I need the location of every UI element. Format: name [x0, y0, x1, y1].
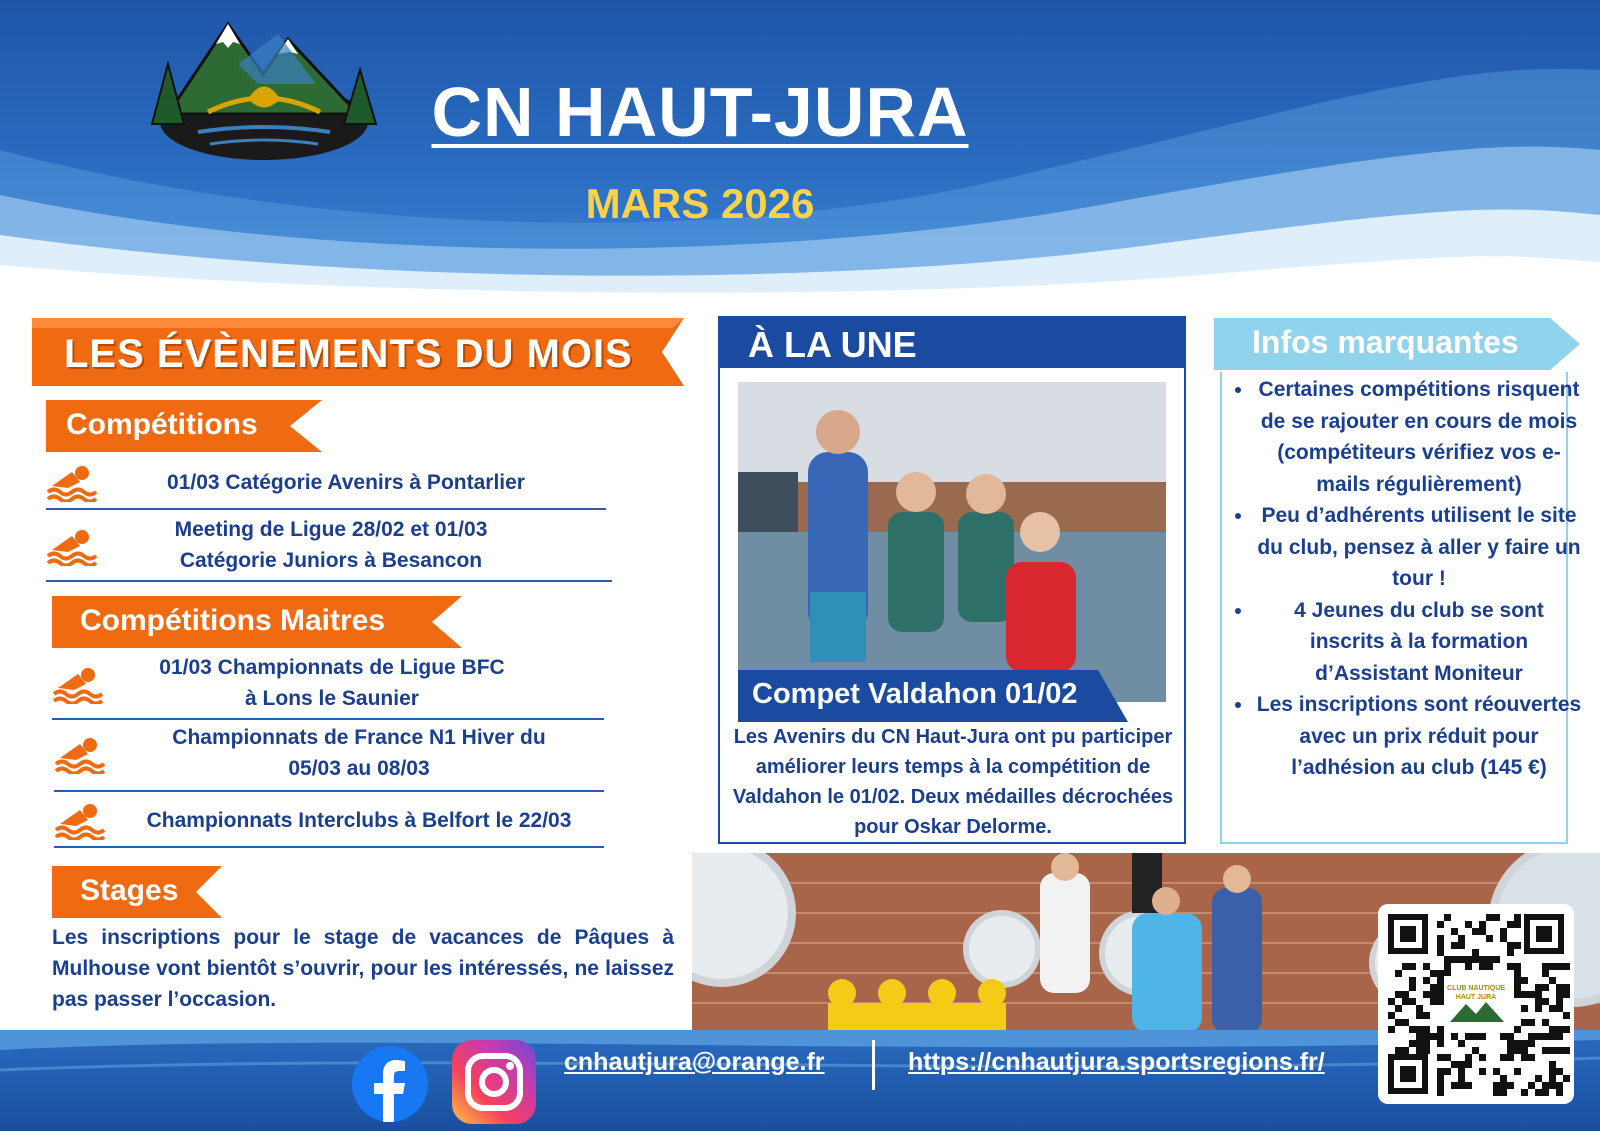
qr-module [1416, 1012, 1423, 1019]
qr-module [1507, 949, 1514, 956]
qr-module [1528, 1040, 1535, 1047]
qr-module [1521, 1089, 1528, 1096]
footer-bar [0, 1030, 1600, 1131]
qr-module [1472, 956, 1479, 963]
qr-module [1556, 991, 1563, 998]
qr-module [1423, 1040, 1430, 1047]
event-text [114, 722, 604, 784]
qr-module [1542, 970, 1549, 977]
qr-module [1437, 970, 1444, 977]
event-line-1: Championnats de France N1 Hiver du [172, 726, 546, 749]
qr-module [1549, 1047, 1556, 1054]
qr-module [1563, 1075, 1570, 1082]
event-text: 01/03 Catégorie Avenirs à Pontarlier [167, 471, 525, 494]
qr-module [1507, 1033, 1514, 1040]
qr-module [1563, 963, 1570, 970]
qr-module [1472, 928, 1479, 935]
qr-module [1472, 1033, 1479, 1040]
qr-module [1556, 1047, 1563, 1054]
qr-module [1423, 991, 1430, 998]
qr-module [1500, 1082, 1507, 1089]
qr-module [1563, 991, 1570, 998]
event-text [106, 514, 556, 576]
qr-module [1549, 977, 1556, 984]
qr-module [1437, 1075, 1444, 1082]
qr-module [1521, 1054, 1528, 1061]
qr-module [1521, 1047, 1528, 1054]
qr-module [1416, 1026, 1423, 1033]
qr-module [1556, 963, 1563, 970]
qr-module [1402, 1047, 1409, 1054]
qr-module [1514, 991, 1521, 998]
qr-module [1444, 1054, 1451, 1061]
swimmer-icon [52, 666, 104, 709]
masters-label: Compétitions Maitres [80, 604, 386, 637]
qr-module [1528, 1054, 1535, 1061]
qr-module [1395, 970, 1402, 977]
qr-module [1514, 1040, 1521, 1047]
infos-header [1214, 318, 1580, 370]
qr-module [1472, 949, 1479, 956]
swimmer-icon [54, 802, 106, 845]
qr-module [1423, 1033, 1430, 1040]
qr-module [1465, 921, 1472, 928]
qr-module [1542, 998, 1549, 1005]
qr-module [1409, 998, 1416, 1005]
qr-module [1458, 1068, 1465, 1075]
qr-module [1500, 1033, 1507, 1040]
qr-module [1479, 956, 1486, 963]
qr-module [1395, 1019, 1402, 1026]
qr-module [1514, 977, 1521, 984]
qr-module [1528, 1019, 1535, 1026]
qr-code[interactable] [1378, 904, 1574, 1104]
qr-module [1493, 914, 1500, 921]
une-heading: À LA UNE [748, 324, 917, 365]
qr-module [1388, 1026, 1395, 1033]
team-photo [738, 382, 1166, 702]
qr-module [1535, 1005, 1542, 1012]
qr-module [1416, 1033, 1423, 1040]
qr-module [1542, 1089, 1549, 1096]
qr-module [1409, 1040, 1416, 1047]
qr-module [1563, 1012, 1570, 1019]
qr-module [1458, 1061, 1465, 1068]
event-line-2: 05/03 au 08/03 [288, 757, 430, 780]
qr-module [1437, 1040, 1444, 1047]
qr-module [1416, 1040, 1423, 1047]
qr-module [1416, 1047, 1423, 1054]
event-row [54, 798, 604, 848]
une-text: Les Avenirs du CN Haut-Jura ont pu participer améliorer leurs temps à la compétition de Valdahon le 01/02. Deux médailles décrochées pour Oskar Delorme. [732, 726, 1174, 838]
qr-module [1549, 1033, 1556, 1040]
qr-module [1479, 921, 1486, 928]
qr-module [1535, 1075, 1542, 1082]
qr-module [1556, 1026, 1563, 1033]
qr-module [1451, 928, 1458, 935]
qr-module [1486, 956, 1493, 963]
qr-module [1535, 984, 1542, 991]
qr-module [1479, 1054, 1486, 1061]
qr-module [1514, 984, 1521, 991]
qr-module [1458, 1082, 1465, 1089]
qr-module [1500, 1089, 1507, 1096]
qr-module [1521, 977, 1528, 984]
qr-module [1423, 1047, 1430, 1054]
qr-module [1437, 949, 1444, 956]
info-item: • 4 Jeunes du club se sont inscrits à la formation d’Assistant Moniteur [1254, 595, 1584, 690]
swimmer-icon [46, 528, 98, 571]
qr-module [1556, 984, 1563, 991]
qr-module [1535, 991, 1542, 998]
qr-module [1409, 1026, 1416, 1033]
qr-module [1444, 956, 1451, 963]
qr-module [1402, 991, 1409, 998]
events-banner-title: LES ÉVÈNEMENTS DU MOIS [64, 332, 633, 376]
qr-module [1458, 1075, 1465, 1082]
qr-module [1402, 963, 1409, 970]
qr-module [1556, 1005, 1563, 1012]
une-header [718, 316, 1186, 368]
event-row [52, 652, 604, 720]
qr-module [1465, 1061, 1472, 1068]
qr-module [1514, 914, 1521, 921]
qr-module [1423, 977, 1430, 984]
qr-module [1521, 1005, 1528, 1012]
qr-module [1437, 977, 1444, 984]
qr-module [1430, 984, 1437, 991]
qr-module [1535, 1033, 1542, 1040]
month-subtitle: MARS 2026 [585, 180, 815, 227]
qr-module [1486, 914, 1493, 921]
qr-module [1528, 1082, 1535, 1089]
qr-module [1549, 1068, 1556, 1075]
swimmer-icon [46, 464, 98, 507]
qr-logo-line2: HAUT JURA [1455, 994, 1497, 1001]
qr-module [1465, 1033, 1472, 1040]
qr-module [1451, 956, 1458, 963]
stages-text: Les inscriptions pour le stage de vacances de Pâques à Mulhouse vont bientôt s’ouvrir, pour les intéressés, ne laissez pas passer l’occasion. [52, 926, 674, 1011]
masters-tab [52, 596, 462, 648]
qr-module [1395, 1005, 1402, 1012]
qr-module [1437, 984, 1444, 991]
qr-module [1479, 928, 1486, 935]
footer-divider [872, 1040, 875, 1090]
qr-module [1451, 942, 1458, 949]
qr-module [1409, 963, 1416, 970]
qr-module [1395, 1047, 1402, 1054]
qr-module [1500, 935, 1507, 942]
qr-module [1465, 1054, 1472, 1061]
qr-module [1430, 970, 1437, 977]
event-line-2: Catégorie Juniors à Besancon [179, 549, 483, 572]
qr-module [1437, 1054, 1444, 1061]
qr-module [1423, 1026, 1430, 1033]
qr-module [1500, 928, 1507, 935]
qr-module [1444, 914, 1451, 921]
event-text: Championnats Interclubs à Belfort le 22/03 [146, 809, 572, 832]
qr-module [1444, 1068, 1451, 1075]
event-row [46, 460, 606, 510]
qr-module [1423, 963, 1430, 970]
qr-module [1507, 1082, 1514, 1089]
qr-module [1465, 956, 1472, 963]
info-item: • Les inscriptions sont réouvertes avec un prix réduit pour l’adhésion au club (145 €) [1254, 689, 1584, 784]
qr-module [1486, 935, 1493, 942]
qr-module [1528, 991, 1535, 998]
qr-module [1521, 991, 1528, 998]
qr-module [1437, 998, 1444, 1005]
qr-module [1535, 998, 1542, 1005]
qr-module [1549, 1082, 1556, 1089]
qr-module [1556, 998, 1563, 1005]
qr-module [1500, 1054, 1507, 1061]
qr-module [1458, 942, 1465, 949]
qr-module [1465, 963, 1472, 970]
qr-module [1486, 963, 1493, 970]
qr-module [1437, 991, 1444, 998]
club-logo [138, 4, 390, 164]
qr-module [1563, 984, 1570, 991]
qr-module [1402, 1019, 1409, 1026]
qr-module [1535, 1089, 1542, 1096]
qr-module [1493, 956, 1500, 963]
qr-module [1507, 921, 1514, 928]
event-row [46, 514, 612, 582]
instagram-icon[interactable] [452, 1040, 536, 1124]
qr-module [1416, 1005, 1423, 1012]
qr-module [1472, 1047, 1479, 1054]
footer-wave-decoration [0, 1030, 1600, 1131]
qr-module [1528, 1033, 1535, 1040]
qr-module [1563, 1047, 1570, 1054]
qr-module [1549, 963, 1556, 970]
qr-module [1451, 1082, 1458, 1089]
qr-module [1514, 1026, 1521, 1033]
qr-module [1514, 942, 1521, 949]
qr-module [1479, 1068, 1486, 1075]
qr-module [1409, 977, 1416, 984]
qr-module [1514, 970, 1521, 977]
swimmer-icon [54, 736, 106, 779]
qr-module [1437, 935, 1444, 942]
infos-list [1230, 374, 1584, 784]
qr-module [1549, 1061, 1556, 1068]
qr-module [1444, 963, 1451, 970]
qr-module [1437, 1089, 1444, 1096]
qr-module [1458, 956, 1465, 963]
qr-logo-line1: CLUB NAUTIQUE [1447, 985, 1505, 992]
page-title: CN HAUT-JURA [431, 73, 969, 151]
qr-module [1542, 1047, 1549, 1054]
qr-module [1430, 991, 1437, 998]
qr-module [1458, 935, 1465, 942]
qr-module [1465, 1082, 1472, 1089]
qr-module [1521, 1040, 1528, 1047]
qr-module [1388, 998, 1395, 1005]
une-caption-text: Compet Valdahon 01/02 [752, 678, 1078, 710]
qr-module [1395, 991, 1402, 998]
infos-heading: Infos marquantes [1252, 324, 1519, 360]
qr-module [1507, 1054, 1514, 1061]
qr-module [1556, 1068, 1563, 1075]
qr-module [1507, 1040, 1514, 1047]
competitions-label: Compétitions [66, 408, 258, 441]
qr-module [1437, 1033, 1444, 1040]
qr-module [1514, 963, 1521, 970]
qr-module [1437, 942, 1444, 949]
qr-module [1542, 984, 1549, 991]
qr-module [1542, 963, 1549, 970]
qr-module [1500, 1075, 1507, 1082]
qr-module [1423, 1012, 1430, 1019]
qr-module [1458, 1040, 1465, 1047]
info-item: • Peu d’adhérents utilisent le site du club, pensez à aller y faire un tour ! [1254, 500, 1584, 595]
une-caption [738, 670, 1128, 722]
qr-module [1493, 1089, 1500, 1096]
info-item: • Certaines compétitions risquent de se rajouter en cours de mois (compétiteurs vérifiez vos e-mails régulièrement) [1254, 374, 1584, 500]
qr-module [1388, 1012, 1395, 1019]
qr-module [1542, 1033, 1549, 1040]
qr-module [1451, 1033, 1458, 1040]
event-row [54, 722, 604, 792]
stages-label: Stages [80, 874, 179, 907]
qr-module [1542, 1082, 1549, 1089]
event-line-1: Meeting de Ligue 28/02 et 01/03 [174, 518, 488, 541]
qr-module [1493, 1082, 1500, 1089]
qr-module [1479, 963, 1486, 970]
qr-module [1542, 1019, 1549, 1026]
qr-module [1479, 1033, 1486, 1040]
qr-module [1556, 1033, 1563, 1040]
qr-module [1402, 998, 1409, 1005]
qr-module [1556, 1082, 1563, 1089]
qr-module [1507, 942, 1514, 949]
qr-module [1549, 1026, 1556, 1033]
qr-module [1514, 921, 1521, 928]
qr-module [1521, 1019, 1528, 1026]
event-text [112, 652, 552, 714]
qr-module [1549, 1075, 1556, 1082]
qr-module [1430, 998, 1437, 1005]
qr-module [1514, 1047, 1521, 1054]
qr-module [1556, 1089, 1563, 1096]
event-line-2: à Lons le Saunier [245, 687, 419, 710]
qr-module [1563, 1026, 1570, 1033]
email-link[interactable]: cnhautjura@orange.fr [564, 1048, 825, 1076]
stages-tab [52, 866, 222, 918]
website-link[interactable]: https://cnhautjura.sportsregions.fr/ [908, 1048, 1325, 1076]
qr-module [1430, 1033, 1437, 1040]
qr-module [1493, 1068, 1500, 1075]
facebook-icon[interactable] [352, 1046, 428, 1122]
qr-module [1507, 1047, 1514, 1054]
qr-module [1549, 1005, 1556, 1012]
qr-module [1514, 1068, 1521, 1075]
qr-module [1437, 1026, 1444, 1033]
qr-module [1451, 1061, 1458, 1068]
qr-module [1437, 921, 1444, 928]
qr-module [1437, 1082, 1444, 1089]
qr-module [1437, 1068, 1444, 1075]
event-line-1: 01/03 Championnats de Ligue BFC [159, 656, 505, 679]
events-banner [32, 318, 684, 386]
qr-module [1507, 963, 1514, 970]
qr-module [1409, 984, 1416, 991]
qr-module [1444, 970, 1451, 977]
competitions-tab [46, 400, 322, 452]
